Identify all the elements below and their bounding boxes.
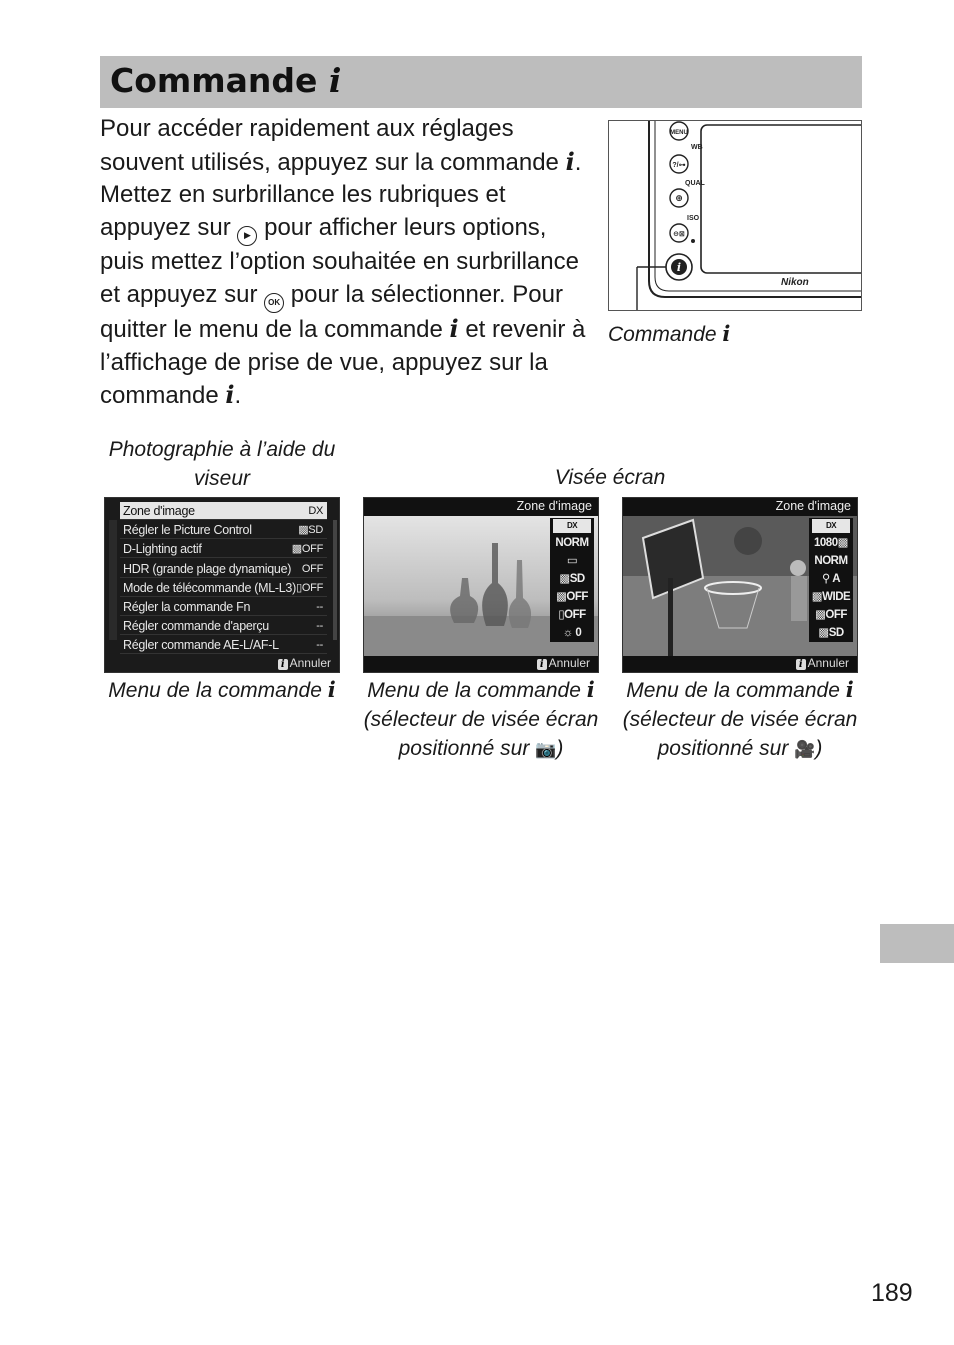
menu-row[interactable]: [120, 540, 327, 558]
menu-row[interactable]: [120, 502, 327, 520]
camera-caption: Commande i: [608, 321, 731, 346]
wb-label: WB: [691, 144, 703, 151]
zone-image-label: Zone d'image: [516, 499, 592, 513]
i-glyph-3: i: [225, 380, 235, 410]
caption-screen-3: Menu de la commande i (sélecteur de visée écran positionné sur 🎥): [622, 677, 858, 760]
menu-row[interactable]: [120, 521, 327, 539]
zoom-out-label: ⊖⊠: [673, 231, 685, 238]
menu-row-value: ▩OFF: [291, 543, 323, 556]
setting-icon: ▯OFF: [558, 609, 586, 621]
menu-row-value: OFF: [301, 562, 323, 575]
menu-row-label: Zone d'image: [123, 504, 195, 518]
menu-row[interactable]: [120, 598, 327, 616]
setting-icon: NORM: [814, 555, 848, 567]
heading-live-view: Visée écran: [554, 466, 666, 489]
setting-icon: DX: [553, 519, 591, 533]
zone-image-label: Zone d'image: [775, 499, 851, 513]
setting-icon: ▩SD: [818, 627, 844, 639]
setting-icon: ▩OFF: [556, 591, 588, 603]
paragraph-part-1: Pour accéder rapidement aux réglages souvent utilisés, appuyez sur la commande: [100, 115, 566, 176]
caption-screen-2: Menu de la commande i (sélecteur de visée écran positionné sur 📷): [363, 677, 599, 760]
paragraph-part-2: . Mettez en surbrillance les rubriques et appuyez sur: [100, 148, 582, 242]
brand-logo: Nikon: [781, 277, 809, 288]
heading-viewfinder: Photographie à l’aide du viseur: [108, 438, 336, 490]
menu-row-value: --: [316, 620, 323, 633]
menu-row[interactable]: [120, 560, 327, 578]
screen-live-view-photo: [363, 497, 599, 673]
menu-row[interactable]: [120, 636, 327, 654]
zoom-in-label: ⊕: [675, 193, 683, 203]
menu-row-label: HDR (grande plage dynamique): [123, 561, 292, 576]
i-command-glyph: i: [328, 61, 342, 100]
section-title: [110, 60, 341, 102]
ok-button-icon: OK: [264, 293, 284, 313]
paragraph-part-4: pour la sélectionner. Pour quitter le menu de la commande: [100, 280, 563, 343]
multi-selector-right-icon: ▶: [237, 226, 257, 246]
setting-icon: ▩SD: [559, 573, 585, 585]
menu-row-label: Régler commande AE-L/AF-L: [123, 638, 279, 653]
menu-row-label: D-Lighting actif: [123, 542, 202, 557]
setting-icon: ⚲ A: [822, 573, 840, 585]
i-button-label: i: [676, 261, 682, 274]
setting-icon: NORM: [555, 537, 589, 549]
menu-row-label: Régler la commande Fn: [123, 600, 251, 614]
caption-screen-1: Menu de la commande i: [108, 677, 336, 702]
iso-label: ISO: [687, 215, 700, 222]
i-glyph-caption: i: [722, 321, 731, 346]
menu-row[interactable]: [120, 579, 327, 597]
title-text: Commande: [110, 61, 329, 100]
screen-viewfinder-menu: [104, 497, 340, 673]
menu-row[interactable]: [120, 617, 327, 635]
body-paragraph: [100, 113, 595, 413]
setting-icon: ▩WIDE: [811, 591, 851, 603]
menu-row-value: ▯OFF: [296, 581, 323, 594]
paragraph-part-3: pour afficher leurs options, puis mettez l’option souhaitée en surbrillance et appuyez sur: [100, 214, 579, 308]
movie-mode-icon: 🎥: [794, 740, 816, 759]
setting-icon: 1080▩: [814, 537, 848, 549]
icon-column: [809, 518, 853, 642]
screen-live-view-movie: [622, 497, 858, 673]
icon-column: [550, 518, 594, 642]
menu-row-value: DX: [308, 505, 323, 517]
section-title-bar: [100, 56, 862, 108]
cancel-hint: i Annuler: [537, 656, 590, 670]
chapter-tab-marker: [880, 924, 954, 963]
i-glyph-2: i: [449, 313, 459, 343]
camera-back-illustration: [608, 120, 862, 311]
setting-icon: ▩OFF: [815, 609, 847, 621]
help-button-label: ?/⊶: [672, 162, 686, 169]
setting-icon: ☼ 0: [562, 627, 582, 639]
menu-row-label: Régler le Picture Control: [123, 523, 252, 538]
photo-mode-icon: 📷: [535, 740, 557, 759]
menu-row-value: ▩SD: [298, 524, 323, 537]
menu-button-label: MENU: [670, 130, 688, 136]
paragraph-part-6: .: [234, 382, 242, 410]
menu-row-label: Mode de télécommande (ML-L3): [123, 580, 296, 595]
menu-row-value: --: [316, 601, 323, 613]
paragraph-part-5: et revenir à l’affichage de prise de vue, appuyez sur la commande: [100, 315, 586, 410]
qual-label: QUAL: [685, 180, 705, 187]
setting-icon: ▭: [566, 555, 578, 567]
cancel-hint: i Annuler: [278, 656, 331, 670]
menu-row-value: --: [316, 639, 323, 652]
camera-back-drawing: [609, 121, 861, 310]
page-number: 189: [871, 1279, 913, 1307]
cancel-hint: i Annuler: [796, 656, 849, 670]
menu-row-label: Régler commande d'aperçu: [123, 619, 269, 634]
setting-icon: DX: [812, 519, 850, 533]
i-glyph-1: i: [565, 146, 575, 176]
